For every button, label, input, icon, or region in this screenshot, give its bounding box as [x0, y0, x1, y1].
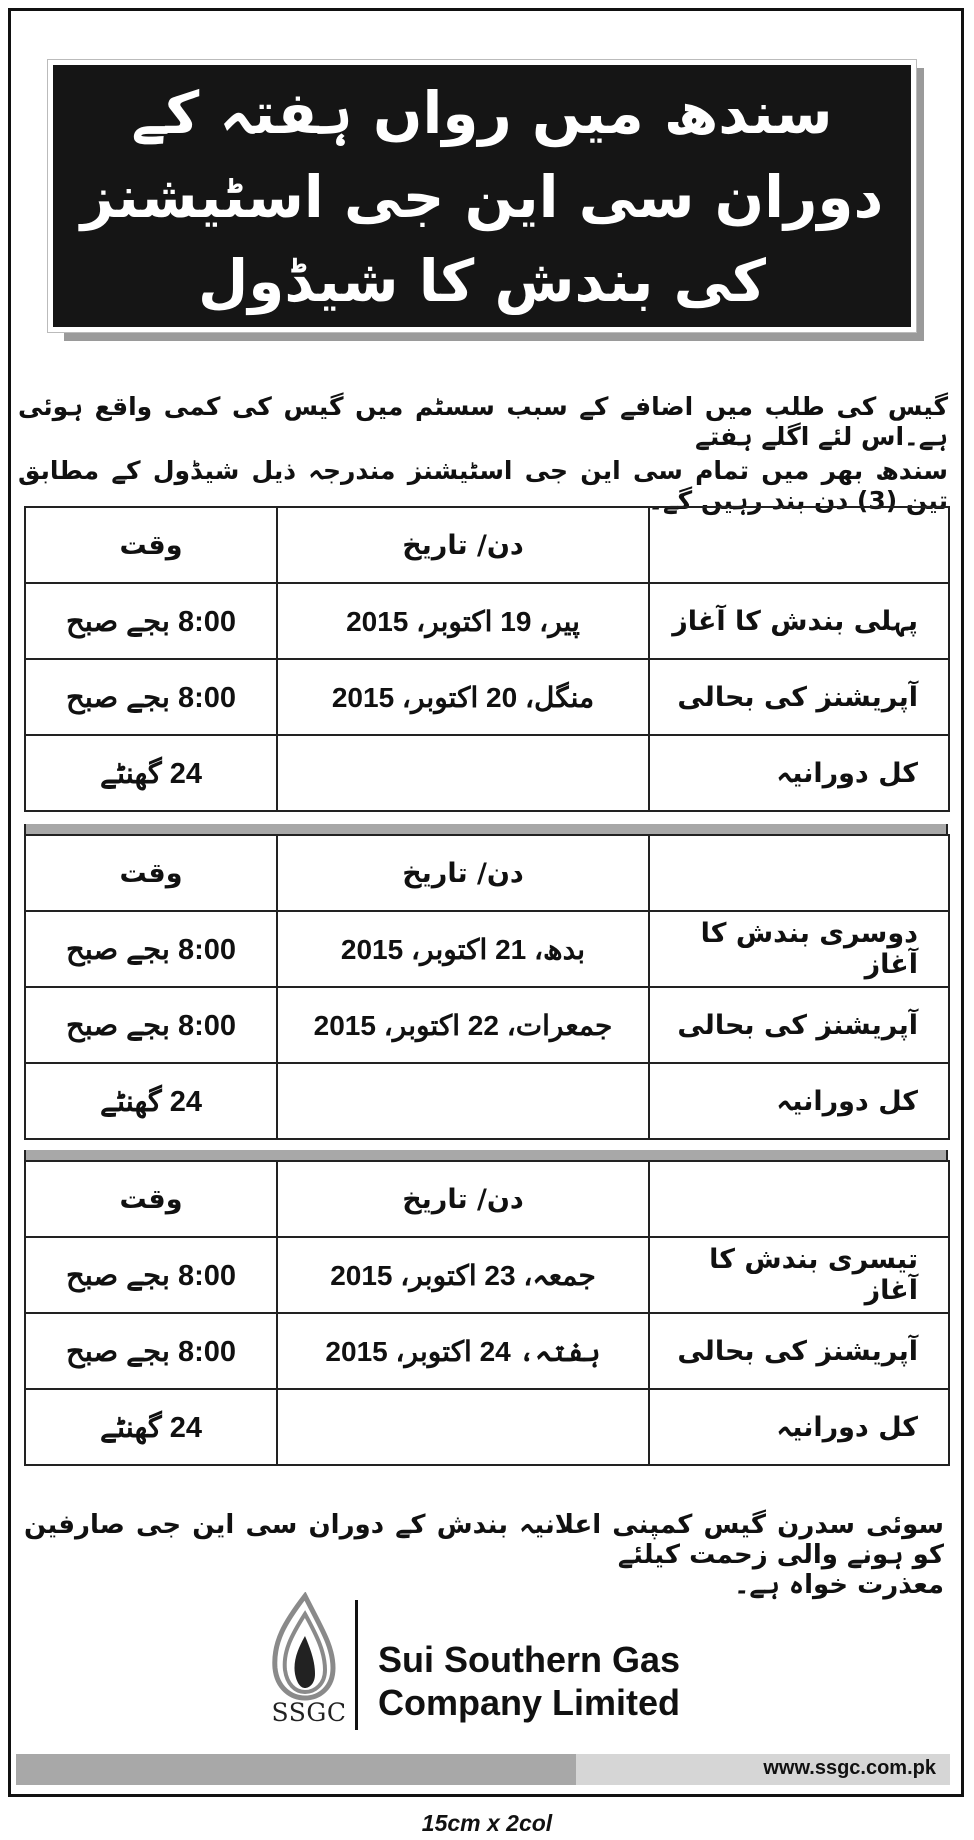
row-label: کل دورانیہ — [649, 1063, 949, 1139]
row-time: 24 گھنٹے — [25, 1063, 277, 1139]
row-date — [277, 1063, 649, 1139]
title-box — [48, 60, 916, 332]
size-note: 15cm x 2col — [421, 1810, 553, 1836]
company-name — [378, 1638, 680, 1724]
header-time: وقت — [25, 507, 277, 583]
row-time: 24 گھنٹے — [25, 1389, 277, 1465]
row-date: پیر، 19 اکتوبر، 2015 — [277, 583, 649, 659]
row-date: ہفتہ، 24 اکتوبر، 2015 — [277, 1313, 649, 1389]
table-row — [25, 659, 949, 735]
website-link[interactable]: www.ssgc.com.pk — [763, 1757, 936, 1779]
company-name-line-1: Sui Southern Gas — [378, 1639, 681, 1680]
table-row — [25, 735, 949, 811]
row-time: 8:00 بجے صبح — [25, 987, 277, 1063]
title-line-2: دوران سی این جی اسٹیشنز — [80, 163, 884, 231]
table-row — [25, 1237, 949, 1313]
apology-line-2: معذرت خواہ ہے۔ — [734, 1570, 944, 1600]
table-row — [25, 911, 949, 987]
table-row — [25, 1063, 949, 1139]
header-label-cell — [649, 1161, 949, 1237]
row-date — [277, 735, 649, 811]
intro-line-1: گیس کی طلب میں اضافے کے سبب سسٹم میں گیس کی کمی واقع ہوئی ہے۔اس لئے اگلے ہفتے — [18, 392, 948, 451]
row-label: آپریشنز کی بحالی — [649, 987, 949, 1063]
header-label-cell — [649, 507, 949, 583]
row-label: کل دورانیہ — [649, 1389, 949, 1465]
row-date: جمعہ، 23 اکتوبر، 2015 — [277, 1237, 649, 1313]
header-time: وقت — [25, 1161, 277, 1237]
table-row — [25, 1313, 949, 1389]
schedule-table-1 — [24, 506, 950, 812]
table-header-row — [25, 507, 949, 583]
apology-line-1: سوئی سدرن گیس کمپنی اعلانیہ بندش کے دوران سی این جی صارفین کو ہونے والی زحمت کیلئے — [24, 1510, 944, 1570]
table-row — [25, 583, 949, 659]
row-time: 8:00 بجے صبح — [25, 583, 277, 659]
row-label: آپریشنز کی بحالی — [649, 1313, 949, 1389]
row-time: 8:00 بجے صبح — [25, 1237, 277, 1313]
row-time: 24 گھنٹے — [25, 735, 277, 811]
table-row — [25, 1389, 949, 1465]
bottom-bar — [16, 1754, 950, 1785]
table-header-row — [25, 1161, 949, 1237]
table-row — [25, 987, 949, 1063]
header-date: دن/ تاریخ — [277, 835, 649, 911]
intro-line-2: سندھ بھر میں تمام سی این جی اسٹیشنز مندرجہ ذیل شیڈول کے مطابق تین (3) دن بند رہیں گے۔ — [18, 456, 948, 515]
title-line-1: سندھ میں رواں ہفتہ کے — [131, 79, 833, 147]
row-time: 8:00 بجے صبح — [25, 911, 277, 987]
header-label-cell — [649, 835, 949, 911]
schedule-table-3 — [24, 1160, 950, 1466]
table-header-row — [25, 835, 949, 911]
header-time: وقت — [25, 835, 277, 911]
row-label: کل دورانیہ — [649, 735, 949, 811]
schedule-table-2 — [24, 834, 950, 1140]
row-date: جمعرات، 22 اکتوبر، 2015 — [277, 987, 649, 1063]
row-date — [277, 1389, 649, 1465]
row-label: پہلی بندش کا آغاز — [649, 583, 949, 659]
row-label: تیسری بندش کا آغاز — [649, 1237, 949, 1313]
url-box — [576, 1754, 950, 1785]
row-date: منگل، 20 اکتوبر، 2015 — [277, 659, 649, 735]
title-line-3: کی بندش کا شیڈول — [197, 247, 767, 315]
row-date: بدھ، 21 اکتوبر، 2015 — [277, 911, 649, 987]
row-time: 8:00 بجے صبح — [25, 659, 277, 735]
header-date: دن/ تاریخ — [277, 507, 649, 583]
row-label: دوسری بندش کا آغاز — [649, 911, 949, 987]
header-date: دن/ تاریخ — [277, 1161, 649, 1237]
company-name-line-2: Company Limited — [378, 1682, 681, 1723]
logo-divider — [355, 1600, 358, 1730]
row-label: آپریشنز کی بحالی — [649, 659, 949, 735]
logo-wordmark: SSGC — [271, 1698, 347, 1727]
row-time: 8:00 بجے صبح — [25, 1313, 277, 1389]
